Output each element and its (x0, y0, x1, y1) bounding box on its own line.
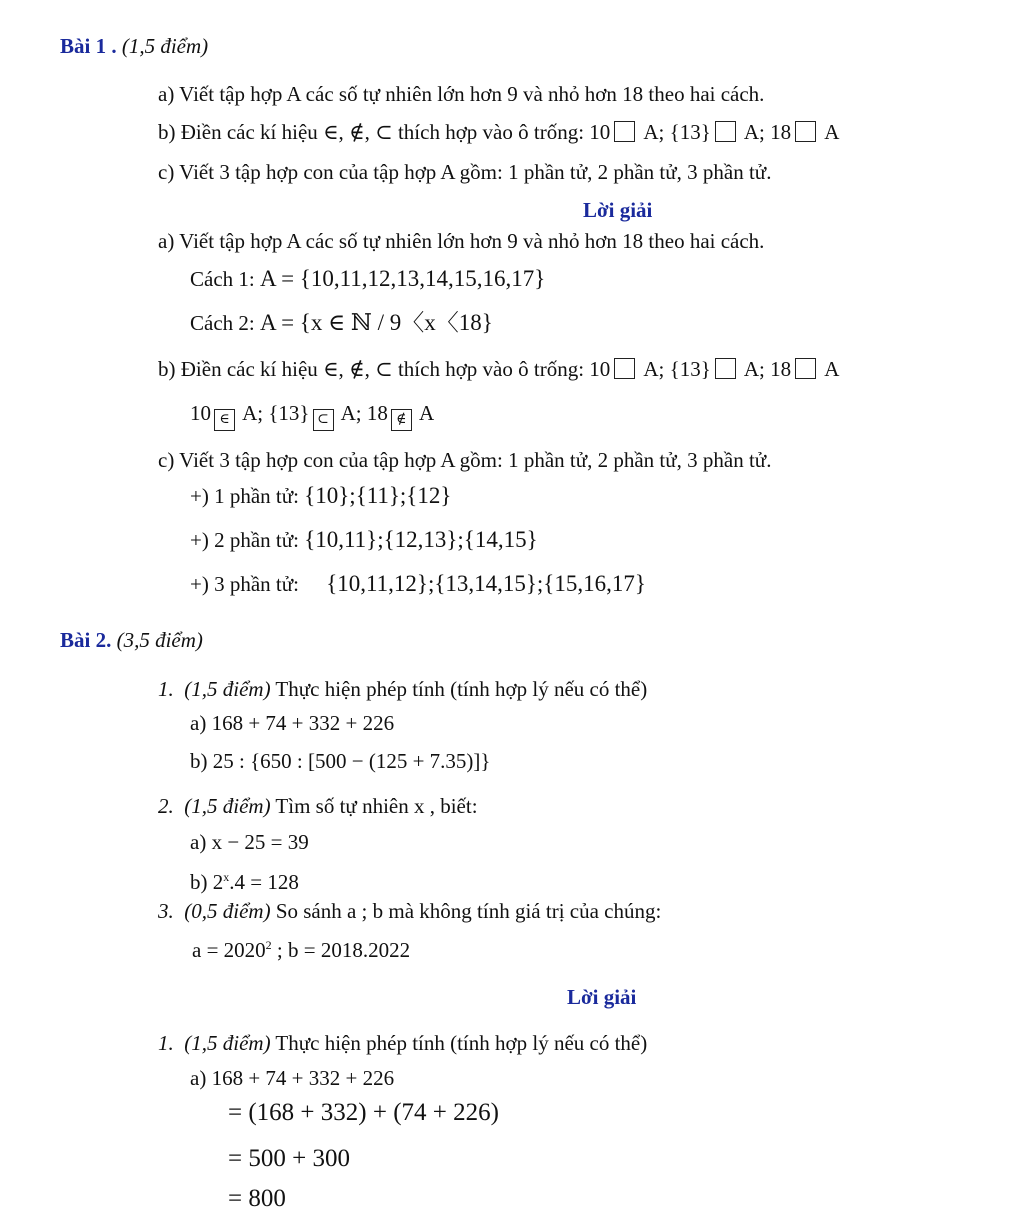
bai1-sb-part3: A (820, 357, 840, 381)
c2-label: +) 2 phần tử: (190, 528, 299, 552)
bai2-s1-step2: = 500 + 300 (228, 1145, 350, 1172)
bai2-q2b (190, 864, 299, 895)
bai1-sb-text: b) Điền các kí hiệu ∈, ∉, ⊂ thích hợp vào ô trống: 10 (158, 357, 611, 381)
bai2-q2 (158, 793, 478, 819)
bai2-q2a: a) x − 25 = 39 (190, 830, 309, 854)
bai1-cach2 (190, 310, 493, 336)
bai1-solution-b-answer (190, 400, 434, 431)
bai1-solution-title: Lời giải (583, 198, 653, 222)
empty-box (715, 121, 736, 142)
bai1-c3 (190, 571, 646, 597)
q3-math-post: ; b = 2018.2022 (271, 938, 411, 962)
bai2-title: Bài 2. (60, 628, 112, 652)
bai2-s1-step3: = 800 (228, 1185, 286, 1212)
bai1-sb-part1: A; {13} (639, 357, 711, 381)
element-of-box: ∈ (214, 409, 235, 431)
bai1-heading (60, 33, 208, 59)
q2-points: (1,5 điểm) (184, 794, 271, 818)
c2-math: {10,11};{12,13};{14,15} (304, 527, 538, 552)
subset-box: ⊂ (313, 409, 334, 431)
q3-text: So sánh a ; b mà không tính giá trị của chúng: (270, 899, 662, 923)
empty-box (795, 121, 816, 142)
bai1-points: (1,5 điểm) (121, 34, 209, 58)
bai1-c1 (190, 483, 451, 509)
cach1-label: Cách 1: (190, 267, 255, 291)
q3-points: (0,5 điểm) (184, 899, 271, 923)
c3-math: {10,11,12};{13,14,15};{15,16,17} (326, 571, 646, 596)
bai1-title: Bài 1 . (60, 34, 117, 58)
bai1-question-b (158, 119, 839, 145)
bai1-qb-part2: A; 18 (739, 120, 792, 144)
q1-number: 1. (158, 677, 174, 701)
s1-text: Thực hiện phép tính (tính hợp lý nếu có thể) (270, 1031, 648, 1055)
bai2-s1a: a) 168 + 74 + 332 + 226 (190, 1066, 395, 1090)
answer-mid1: A; {13} (238, 401, 310, 425)
bai2-q3-math (192, 932, 410, 963)
bai2-q3 (158, 898, 661, 924)
bai1-question-a: a) Viết tập hợp A các số tự nhiên lớn hơn 9 và nhỏ hơn 18 theo hai cách. (158, 82, 765, 106)
q1-text: Thực hiện phép tính (tính hợp lý nếu có thể) (270, 677, 648, 701)
bai2-q1 (158, 676, 647, 702)
bai1-question-c: c) Viết 3 tập hợp con của tập hợp A gồm: 1 phần tử, 2 phần tử, 3 phần tử. (158, 160, 772, 184)
empty-box (715, 358, 736, 379)
bai1-cach1 (190, 266, 545, 292)
c1-label: +) 1 phần tử: (190, 484, 299, 508)
bai1-sb-part2: A; 18 (739, 357, 792, 381)
empty-box (614, 121, 635, 142)
bai2-solution-title: Lời giải (567, 985, 637, 1009)
empty-box (614, 358, 635, 379)
q2b-pre: b) 2 (190, 870, 224, 894)
empty-box (795, 358, 816, 379)
bai2-s1-step1: = (168 + 332) + (74 + 226) (228, 1099, 499, 1126)
cach2-label: Cách 2: (190, 311, 255, 335)
q3-number: 3. (158, 899, 174, 923)
bai1-qb-part1: A; {13} (639, 120, 711, 144)
q2b-exponent: x (223, 870, 230, 884)
q3-exponent: 2 (265, 938, 272, 952)
answer-10: 10 (190, 401, 211, 425)
bai1-solution-a: a) Viết tập hợp A các số tự nhiên lớn hơn 9 và nhỏ hơn 18 theo hai cách. (158, 229, 765, 253)
cach1-math: A = {10,11,12,13,14,15,16,17} (259, 266, 546, 291)
bai2-heading (60, 627, 203, 653)
c3-label: +) 3 phần tử: (190, 572, 299, 596)
answer-end: A (414, 401, 435, 425)
q2-text: Tìm số tự nhiên x , biết: (270, 794, 478, 818)
c1-math: {10};{11};{12} (304, 483, 452, 508)
bai1-c2 (190, 527, 538, 553)
q2-number: 2. (158, 794, 174, 818)
bai1-qb-text: b) Điền các kí hiệu ∈, ∉, ⊂ thích hợp vào ô trống: 10 (158, 120, 611, 144)
bai2-q1b: b) 25 : {650 : [500 − (125 + 7.35)]} (190, 749, 491, 773)
not-element-of-box: ∉ (391, 409, 412, 431)
bai2-s1 (158, 1030, 647, 1056)
bai1-solution-c: c) Viết 3 tập hợp con của tập hợp A gồm: 1 phần tử, 2 phần tử, 3 phần tử. (158, 448, 772, 472)
q2b-post: .4 = 128 (229, 870, 299, 894)
answer-mid2: A; 18 (336, 401, 388, 425)
q3-math-pre: a = 2020 (192, 938, 266, 962)
bai2-q1a: a) 168 + 74 + 332 + 226 (190, 711, 395, 735)
bai1-solution-b (158, 356, 839, 382)
bai2-points: (3,5 điểm) (116, 628, 203, 652)
cach2-math: A = {x ∈ ℕ / 9〈x〈18} (259, 310, 493, 335)
bai1-qb-part3: A (820, 120, 840, 144)
s1-points: (1,5 điểm) (184, 1031, 271, 1055)
q1-points: (1,5 điểm) (184, 677, 271, 701)
s1-number: 1. (158, 1031, 174, 1055)
